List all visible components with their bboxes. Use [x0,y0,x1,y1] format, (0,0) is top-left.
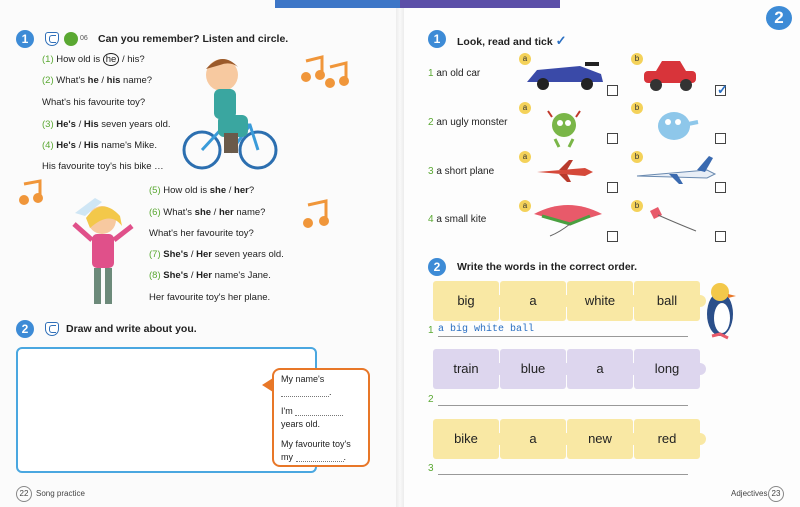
checkbox-1b[interactable] [715,82,728,97]
answer-1-text: a big white ball [438,324,535,335]
check-mark-icon: ✓ [717,82,728,97]
option-a-badge: a [519,102,531,114]
option-a-badge: a [519,200,531,212]
word-piece: big [433,281,499,321]
bubble-line-1: My name's [281,374,325,384]
unit-number-badge: 2 [766,6,792,30]
penguin-illustration [700,282,744,342]
word-piece: a [500,281,566,321]
item-2-label: 2 an ugly monster [428,117,508,128]
short-plane-image [535,158,595,184]
word-piece: long [634,349,700,389]
music-note-icon [18,180,44,206]
footer-label-right: Adjectives [731,489,768,498]
boy-on-bike-illustration [180,45,280,175]
option-b-badge: b [631,151,643,163]
top-color-bar-right [400,0,560,8]
answer-1-number: 1 [428,325,434,336]
checkbox-3a[interactable] [607,182,618,193]
exercise-1-number: 1 [16,30,34,48]
line-6: His favourite toy's his bike … [42,161,164,172]
shield-icon [45,32,59,46]
exercise-1-number-right: 1 [428,30,446,48]
line-8: (6) What's she / her name? [149,207,266,218]
line-12: Her favourite toy's her plane. [149,292,271,303]
option-b-badge: b [631,53,643,65]
exercise-2-number: 2 [16,320,34,338]
tree-icon [64,32,78,46]
answer-1-line[interactable] [438,336,688,337]
answer-3-number: 3 [428,463,434,474]
page-number-right: 23 [768,486,784,502]
item-1-label: 1 an old car [428,68,481,79]
line-3: What's his favourite toy? [42,97,146,108]
line-7: (5) How old is she / her? [149,185,255,196]
line-5: (4) He's / His name's Mike. [42,140,157,151]
exercise-2-number-right: 2 [428,258,446,276]
exercise-2-title: Draw and write about you. [66,323,197,335]
exercise-1-title: Can you remember? Listen and circle. [98,33,289,45]
checkbox-2a[interactable] [607,133,618,144]
small-kite-image [648,205,698,235]
music-note-icon [302,200,332,230]
line-1: (1) How old is he / his? [42,54,145,65]
shield-icon [45,322,59,336]
long-plane-image [635,154,717,188]
option-b-badge: b [631,200,643,212]
track-number: 06 [80,35,88,42]
word-piece: new [567,419,633,459]
checkbox-1a[interactable] [607,85,618,96]
word-piece: bike [433,419,499,459]
word-piece: ball [634,281,700,321]
checkbox-4b[interactable] [715,231,726,242]
top-color-bar-left [275,0,400,8]
word-piece: train [433,349,499,389]
cute-monster-image [652,104,700,144]
footer-label-left: Song practice [36,489,85,498]
answer-3-line[interactable] [438,474,688,475]
line-2: (2) What's he / his name? [42,75,153,86]
word-piece: red [634,419,700,459]
answer-2-line[interactable] [438,405,688,406]
music-notes-icon [300,55,350,87]
item-4-label: 4 a small kite [428,214,487,225]
bubble-line-5: my . [281,452,347,462]
girl-with-plane-illustration [70,188,145,313]
line-9: What's her favourite toy? [149,228,254,239]
word-piece: a [500,419,566,459]
option-a-badge: a [519,151,531,163]
ugly-monster-image [545,107,583,147]
word-piece: a [567,349,633,389]
old-car-image [640,57,700,91]
page-number-left: 22 [16,486,32,502]
line-4: (3) He's / His seven years old. [42,119,171,130]
bubble-line-3: years old. [281,419,321,429]
bubble-line-4: My favourite toy's [281,439,351,449]
item-3-label: 3 a short plane [428,166,495,177]
word-piece: white [567,281,633,321]
big-kite-image [530,202,606,238]
circled-answer: he [103,53,120,66]
bubble-line-2: I'm [281,406,343,416]
line-10: (7) She's / Her seven years old. [149,249,284,260]
book-spine [396,0,404,507]
exercise-1-title-right: Look, read and tick ✓ [457,33,567,48]
age-blank[interactable] [295,407,343,416]
word-piece: blue [500,349,566,389]
sports-car-image [525,60,605,90]
bubble-name-blank[interactable]: . [281,387,332,397]
line-11: (8) She's / Her name's Jane. [149,270,271,281]
checkbox-2b[interactable] [715,133,726,144]
tick-icon: ✓ [555,33,567,48]
checkbox-4a[interactable] [607,231,618,242]
toy-blank[interactable] [296,453,344,462]
option-a-badge: a [519,53,531,65]
answer-2-number: 2 [428,394,434,405]
option-b-badge: b [631,102,643,114]
exercise-2-title-right: Write the words in the correct order. [457,261,638,273]
checkbox-3b[interactable] [715,182,726,193]
